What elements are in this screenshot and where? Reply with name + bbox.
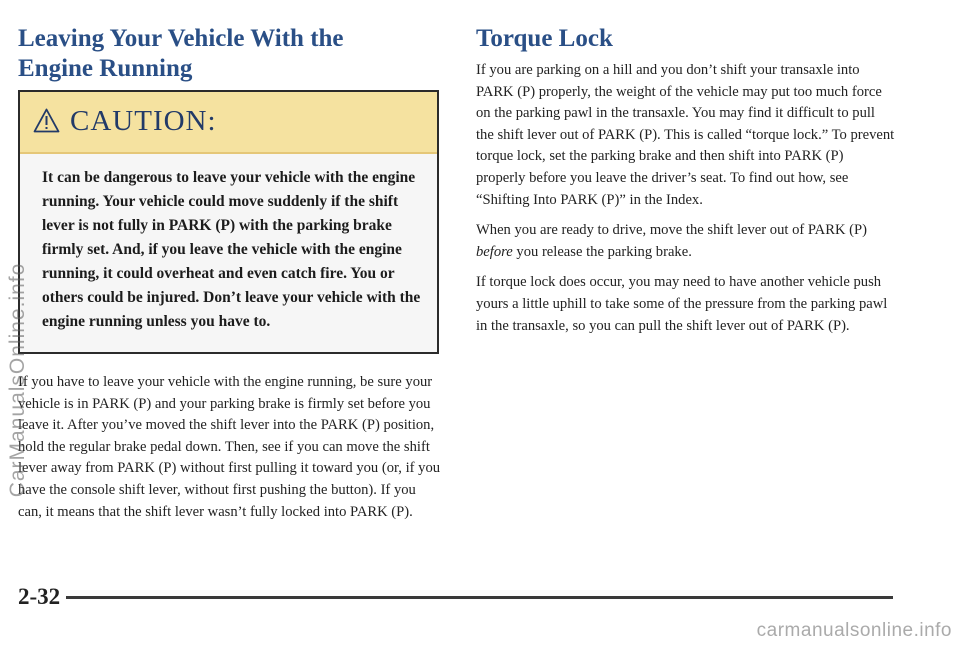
- side-watermark: [3, 160, 33, 600]
- torque-lock-paragraph-1: If you are parking on a hill and you don’t shift your transaxle into PARK (P) properly, the weight of the vehicle may put too much force on the parking pawl in the transaxle. You may find it difficult to pull the shift lever out of PARK (P). This is called “torque lock.” To prevent torque lock, set the parking brake and then shift into PARK (P) properly before you leave the driver’s seat. To find out how, see “Shifting Into PARK (P)” in the Index.: [476, 62, 895, 208]
- torque-lock-paragraph-3: If torque lock does occur, you may need to have another vehicle push yours a little uphill to take some of the pressure from the parking pawl in the transaxle, so you can pull the shift lever out of PARK (P).: [476, 274, 888, 334]
- paragraph-2-start: When you are ready to drive, move the shift lever out of PARK (P): [476, 222, 867, 239]
- section-heading-leaving-vehicle: Leaving Your Vehicle With the Engine Running: [18, 25, 344, 82]
- bottom-watermark: carmanualsonline.info: [756, 620, 952, 641]
- paragraph-2-emphasis: before: [476, 243, 513, 260]
- section-heading-torque-lock: Torque Lock: [476, 25, 613, 52]
- caution-text: It can be dangerous to leave your vehicle with the engine running. Your vehicle could move suddenly if the shift lever is not fully in PARK (P) with the parking brake firmly set. And, if you leave the vehicle with the engine running, it could overheat and even catch fire. You or others could be injured. Don’t leave your vehicle with the engine running unless you have to.: [42, 169, 421, 330]
- side-watermark-text: CarManualsOnline.info: [6, 262, 29, 498]
- leaving-vehicle-paragraph: If you have to leave your vehicle with the engine running, be sure your vehicle is in PARK (P) and your parking brake is firmly set before you leave it. After you’ve moved the shift lever into the PARK (P) position, hold the regular brake pedal down. Then, see if you can move the shift lever away from PARK (P) without first pulling it toward you (or, if you have the console shift lever, without first pushing the button). If you can, it means that the shift lever wasn’t fully locked into PARK (P).: [18, 374, 441, 520]
- warning-triangle-icon: [33, 108, 60, 133]
- paragraph-2-end: you release the parking brake.: [512, 243, 692, 260]
- left-column: [18, 24, 443, 84]
- caution-box: [18, 90, 439, 354]
- right-column: [476, 24, 896, 54]
- footer-rule: [62, 596, 893, 599]
- page-number: 2-32: [18, 584, 66, 610]
- torque-lock-body: [476, 60, 896, 346]
- caution-header: [20, 92, 437, 154]
- caution-title: CAUTION:: [70, 105, 217, 137]
- torque-lock-paragraph-2: [476, 220, 896, 263]
